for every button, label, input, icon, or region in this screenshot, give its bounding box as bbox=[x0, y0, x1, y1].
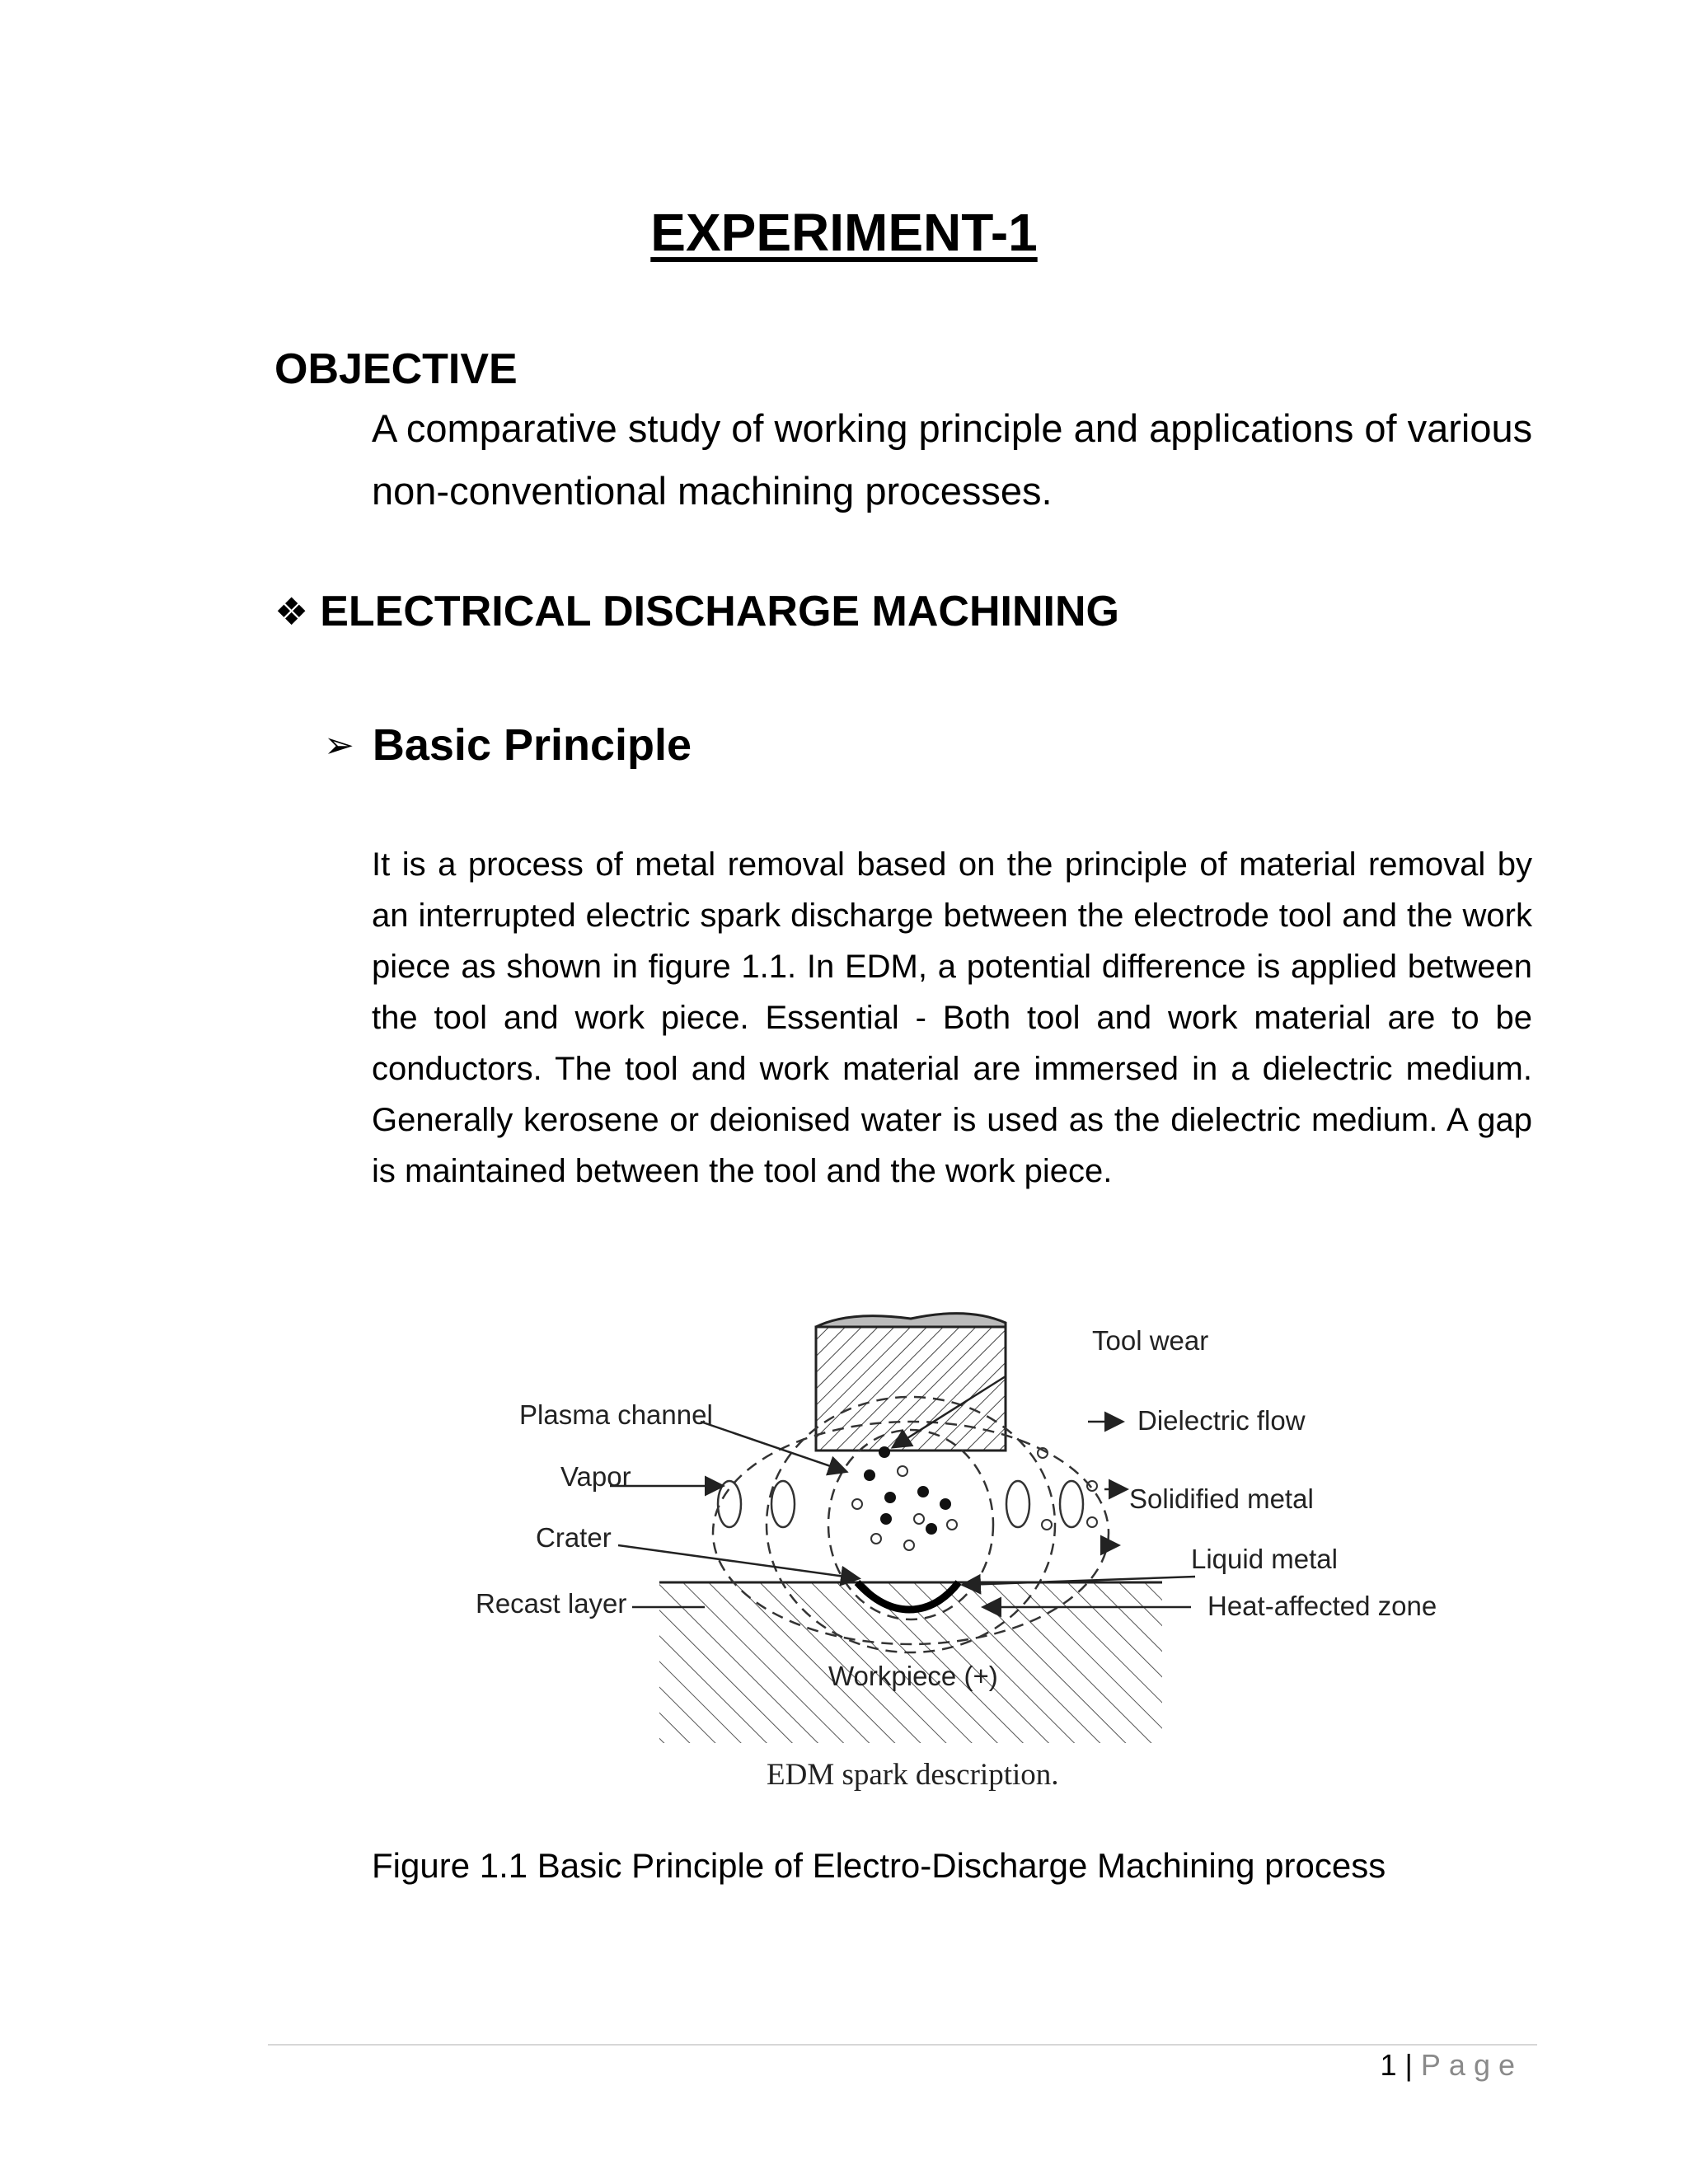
page-word: Page bbox=[1420, 2048, 1523, 2082]
objective-heading: OBJECTIVE bbox=[274, 345, 518, 393]
label-liquid-metal: Liquid metal bbox=[1191, 1544, 1338, 1574]
page-footer bbox=[1381, 2048, 1524, 2083]
edm-spark-figure bbox=[457, 1306, 1463, 1801]
section-heading bbox=[274, 587, 1119, 636]
subsection-heading bbox=[324, 719, 692, 771]
page-title: EXPERIMENT-1 bbox=[650, 203, 1038, 262]
page-number: 1 bbox=[1380, 2048, 1397, 2082]
label-tool-wear: Tool wear bbox=[1092, 1325, 1209, 1356]
label-heat-affected-zone: Heat-affected zone bbox=[1207, 1591, 1437, 1621]
section-heading-text: ELECTRICAL DISCHARGE MACHINING bbox=[320, 588, 1119, 635]
label-recast-layer: Recast layer bbox=[476, 1588, 627, 1619]
edm-diagram bbox=[457, 1306, 1463, 1801]
figure-caption: Figure 1.1 Basic Principle of Electro-Discharge Machining process bbox=[372, 1846, 1386, 1885]
particles bbox=[864, 1446, 951, 1535]
label-vapor: Vapor bbox=[560, 1461, 631, 1492]
footer-divider bbox=[268, 2044, 1537, 2046]
subsection-heading-text: Basic Principle bbox=[372, 720, 692, 770]
label-crater: Crater bbox=[536, 1522, 612, 1553]
page-separator: | bbox=[1404, 2048, 1413, 2082]
figure-image-caption: EDM spark description. bbox=[767, 1758, 1059, 1792]
body-paragraph: It is a process of metal removal based on the principle of material removal by an interrupted electric spark discharge between the electrode tool and the work piece as shown in figure 1.1. In EDM, a potential difference is applied between the tool and work piece. Essential - Both tool and work material are to be conductors. The tool and work material are immersed in a dielectric medium. Generally kerosene or deionised water is used as the dielectric medium. A gap is maintained between the tool and the work piece. bbox=[372, 846, 1532, 1189]
objective-text: A comparative study of working principle and applications of various non-conventional machining processes. bbox=[372, 406, 1533, 513]
arrow-bullet-icon: ➢ bbox=[324, 724, 354, 766]
label-plasma-channel: Plasma channel bbox=[519, 1399, 713, 1430]
diamond-bullet-icon: ❖ bbox=[274, 590, 309, 633]
label-dielectric-flow: Dielectric flow bbox=[1137, 1405, 1306, 1436]
label-solidified-metal: Solidified metal bbox=[1129, 1483, 1314, 1514]
label-workpiece: Workpiece (+) bbox=[828, 1661, 998, 1691]
